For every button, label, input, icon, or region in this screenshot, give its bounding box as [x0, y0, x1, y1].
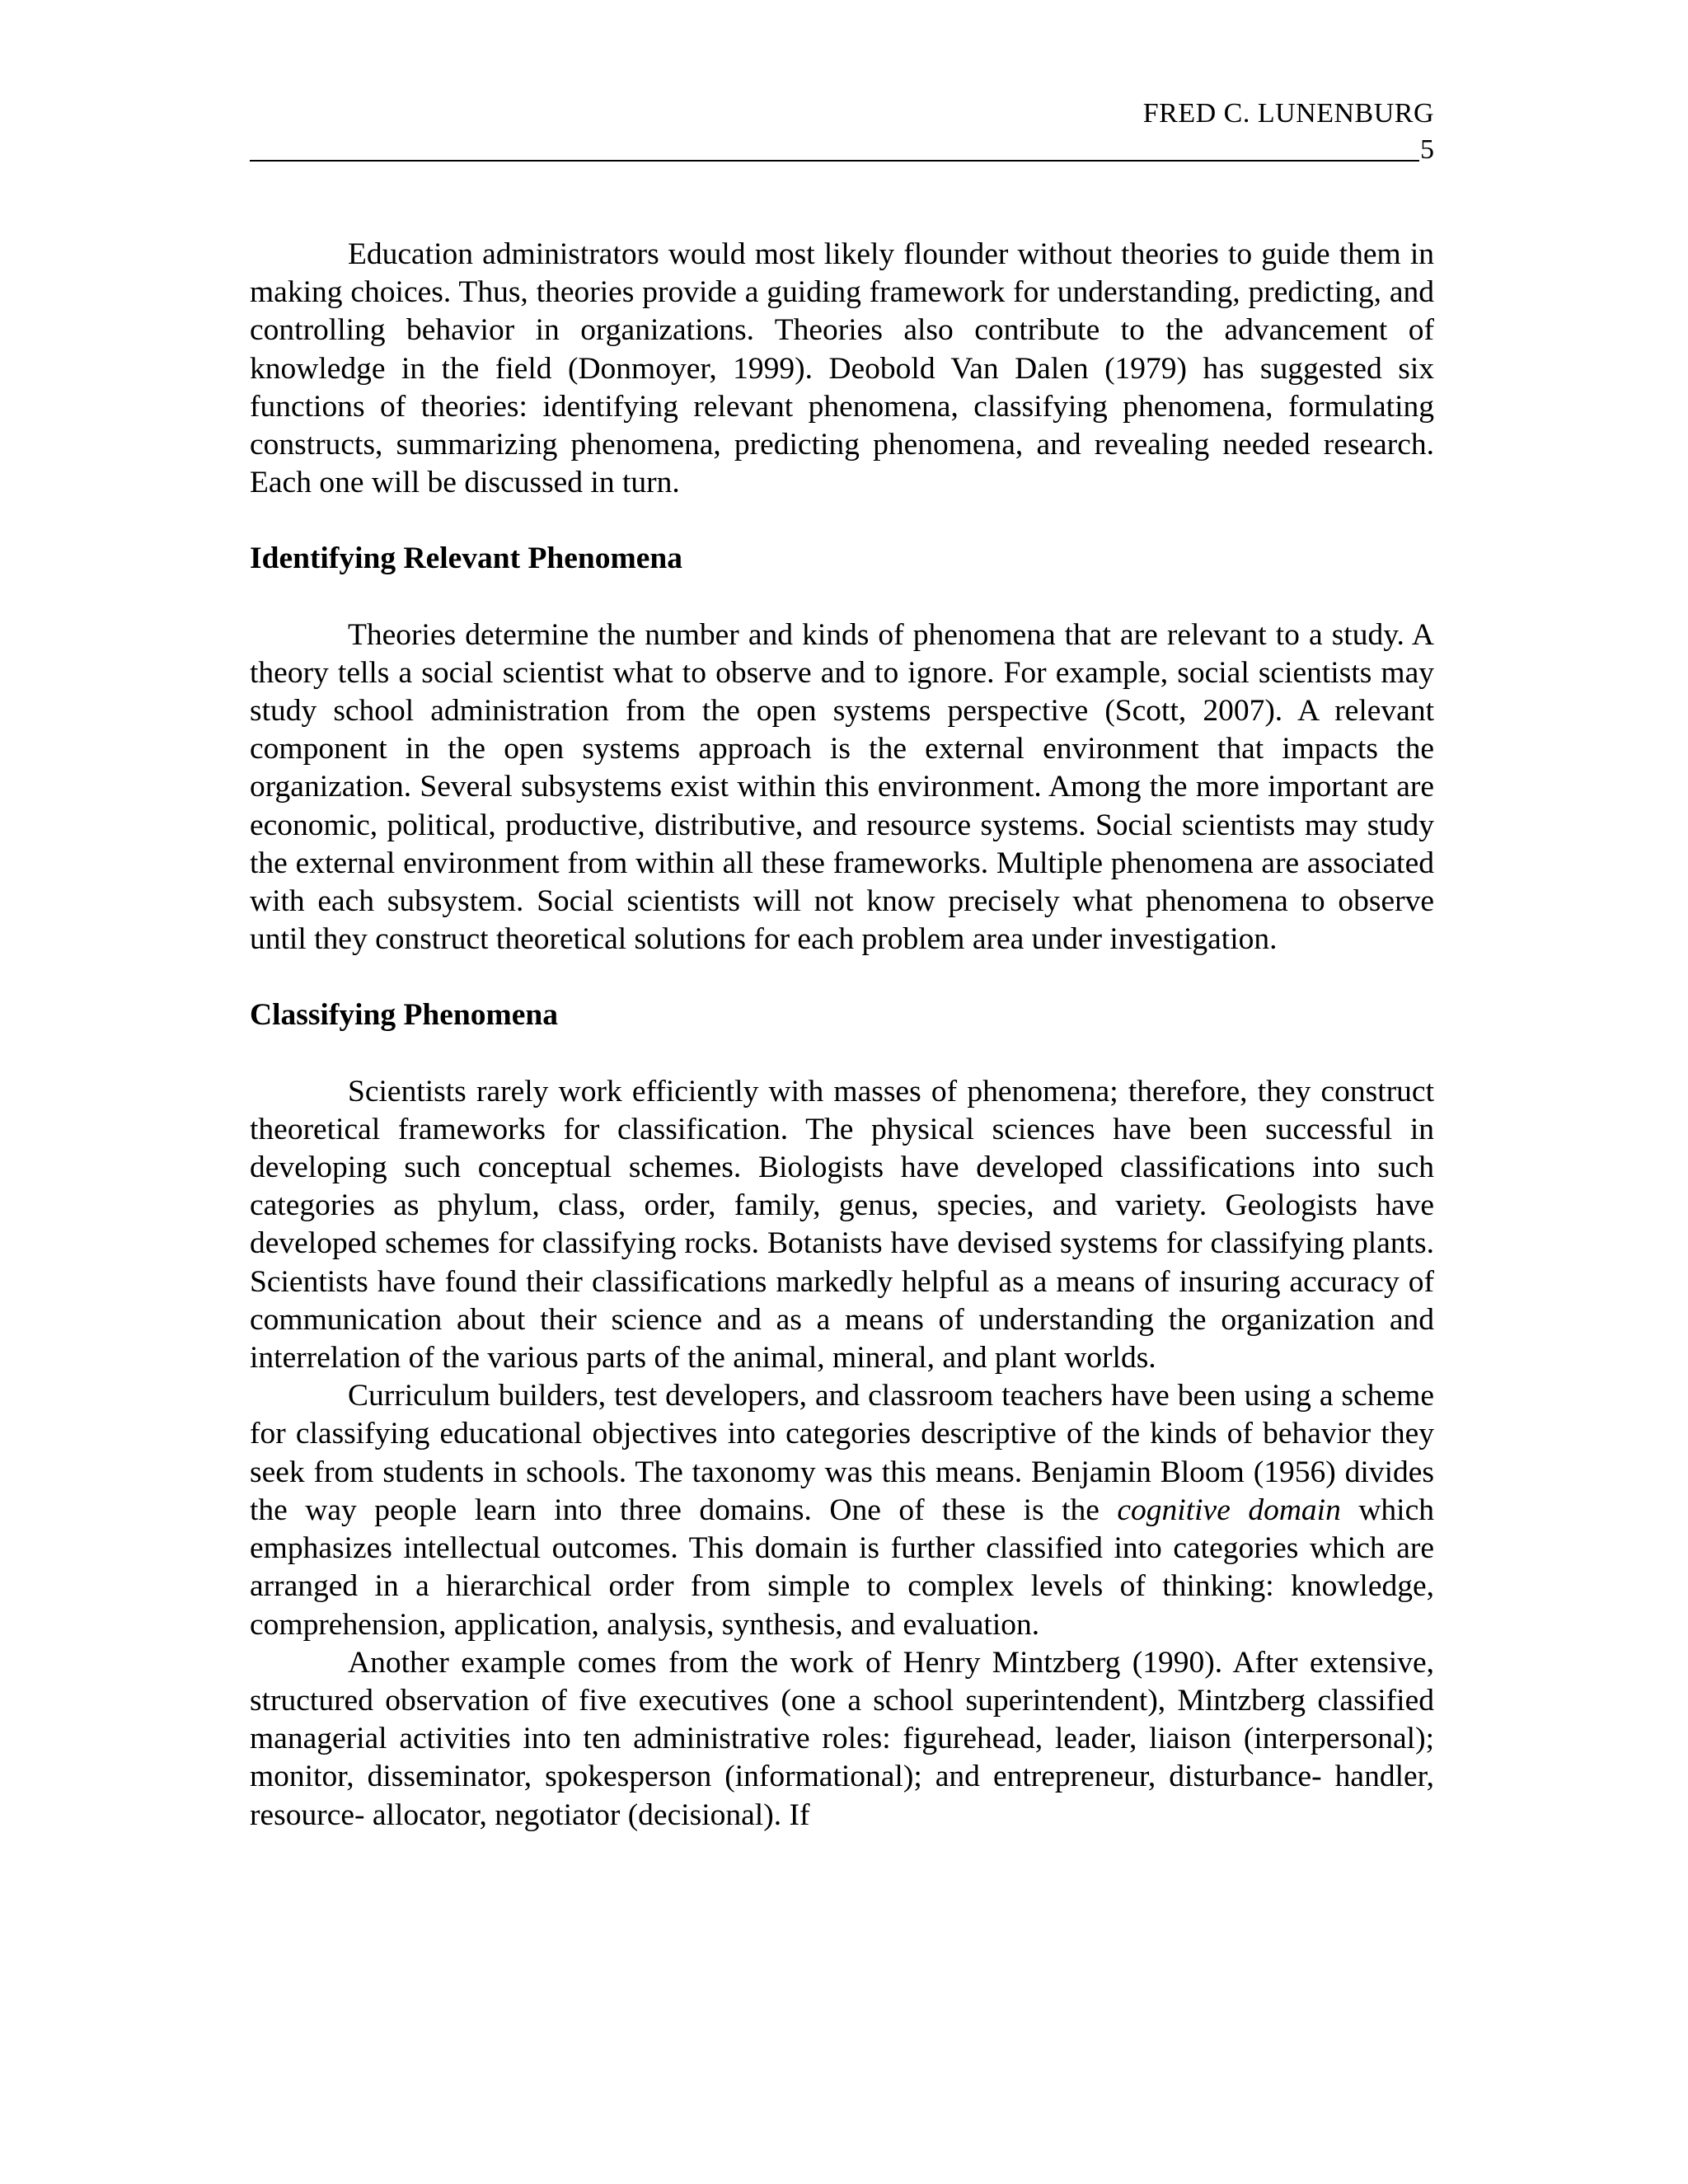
heading-classifying-phenomena: Classifying Phenomena [250, 998, 558, 1033]
classifying-paragraph-2-text-end: which emphasizes intellectual outcomes. This domain is further classified into categories which are arranged in a hierarchical order from simple to complex levels of thinking: knowledge, comprehension, application, analysis, synthesis, and evaluation. [250, 1493, 1434, 1642]
page-number: 5 [1420, 134, 1434, 165]
running-header [250, 97, 1434, 170]
intro-paragraph: Education administrators would most likely flounder without theories to guide them in making choices. Thus, theories provide a guiding framework for understanding, predicting, and controlling behavior in organizations. Theories also contribute to the advancement of knowledge in the field (Donmoyer, 1999). Deobold Van Dalen (1979) has suggested six functions of theories: identifying relevant phenomena, classifying phenomena, formulating constructs, summarizing phenomena, predicting phenomena, and revealing needed research. Each one will be discussed in turn. [250, 237, 1434, 500]
classifying-paragraph-2-text-start: Curriculum builders, test developers, and classroom teachers have been using a scheme for classifying educational objectives into categories descriptive of the kinds of behavior they seek from students in schools. The taxonomy was this means. Benjamin Bloom (1956) divides the way people learn into three domains. One of these is the [250, 1379, 1434, 1527]
classifying-paragraph-3: Another example comes from the work of Henry Mintzberg (1990). After extensive, structured observation of five executives (one a school superintendent), Mintzberg classified managerial activities into ten administrative roles: figurehead, leader, liaison (interpersonal); monitor, disseminator, spokesperson (informational); and entrepreneur, disturbance- handler, resource- allocator, negotiator (decisional). If [250, 1645, 1434, 1832]
header-rule [250, 160, 1419, 162]
heading-identifying-relevant-phenomena: Identifying Relevant Phenomena [250, 541, 682, 576]
classifying-paragraph-1: Scientists rarely work efficiently with masses of phenomena; therefore, they construct theoretical frameworks for classification. The physical sciences have been successful in developing such conceptual schemes. Biologists have developed classifications into such categories as phylum, class, order, family, genus, species, and variety. Geologists have developed schemes for classifying rocks. Botanists have devised systems for classifying plants. Scientists have found their classifications markedly helpful as a means of insuring accuracy of communication about their science and as a means of understanding the organization and interrelation of the various parts of the animal, mineral, and plant worlds. [250, 1074, 1434, 1376]
relevant-phenomena-paragraph: Theories determine the number and kinds of phenomena that are relevant to a study. A theory tells a social scientist what to observe and to ignore. For example, social scientists may study school administration from the open systems perspective (Scott, 2007). A relevant component in the open systems approach is the external environment that impacts the organization. Several subsystems exist within this environment. Among the more important are economic, political, productive, distributive, and resource systems. Social scientists may study the external environment from within all these frameworks. Multiple phenomena are associated with each subsystem. Social scientists will not know precisely what phenomena to observe until they construct theoretical solutions for each problem area under investigation. [250, 617, 1434, 957]
author-name: FRED C. LUNENBURG [1142, 98, 1434, 129]
cognitive-domain-term: cognitive domain [1117, 1493, 1341, 1527]
body-text [250, 236, 1434, 1835]
classifying-paragraph-2 [250, 1377, 1434, 1643]
